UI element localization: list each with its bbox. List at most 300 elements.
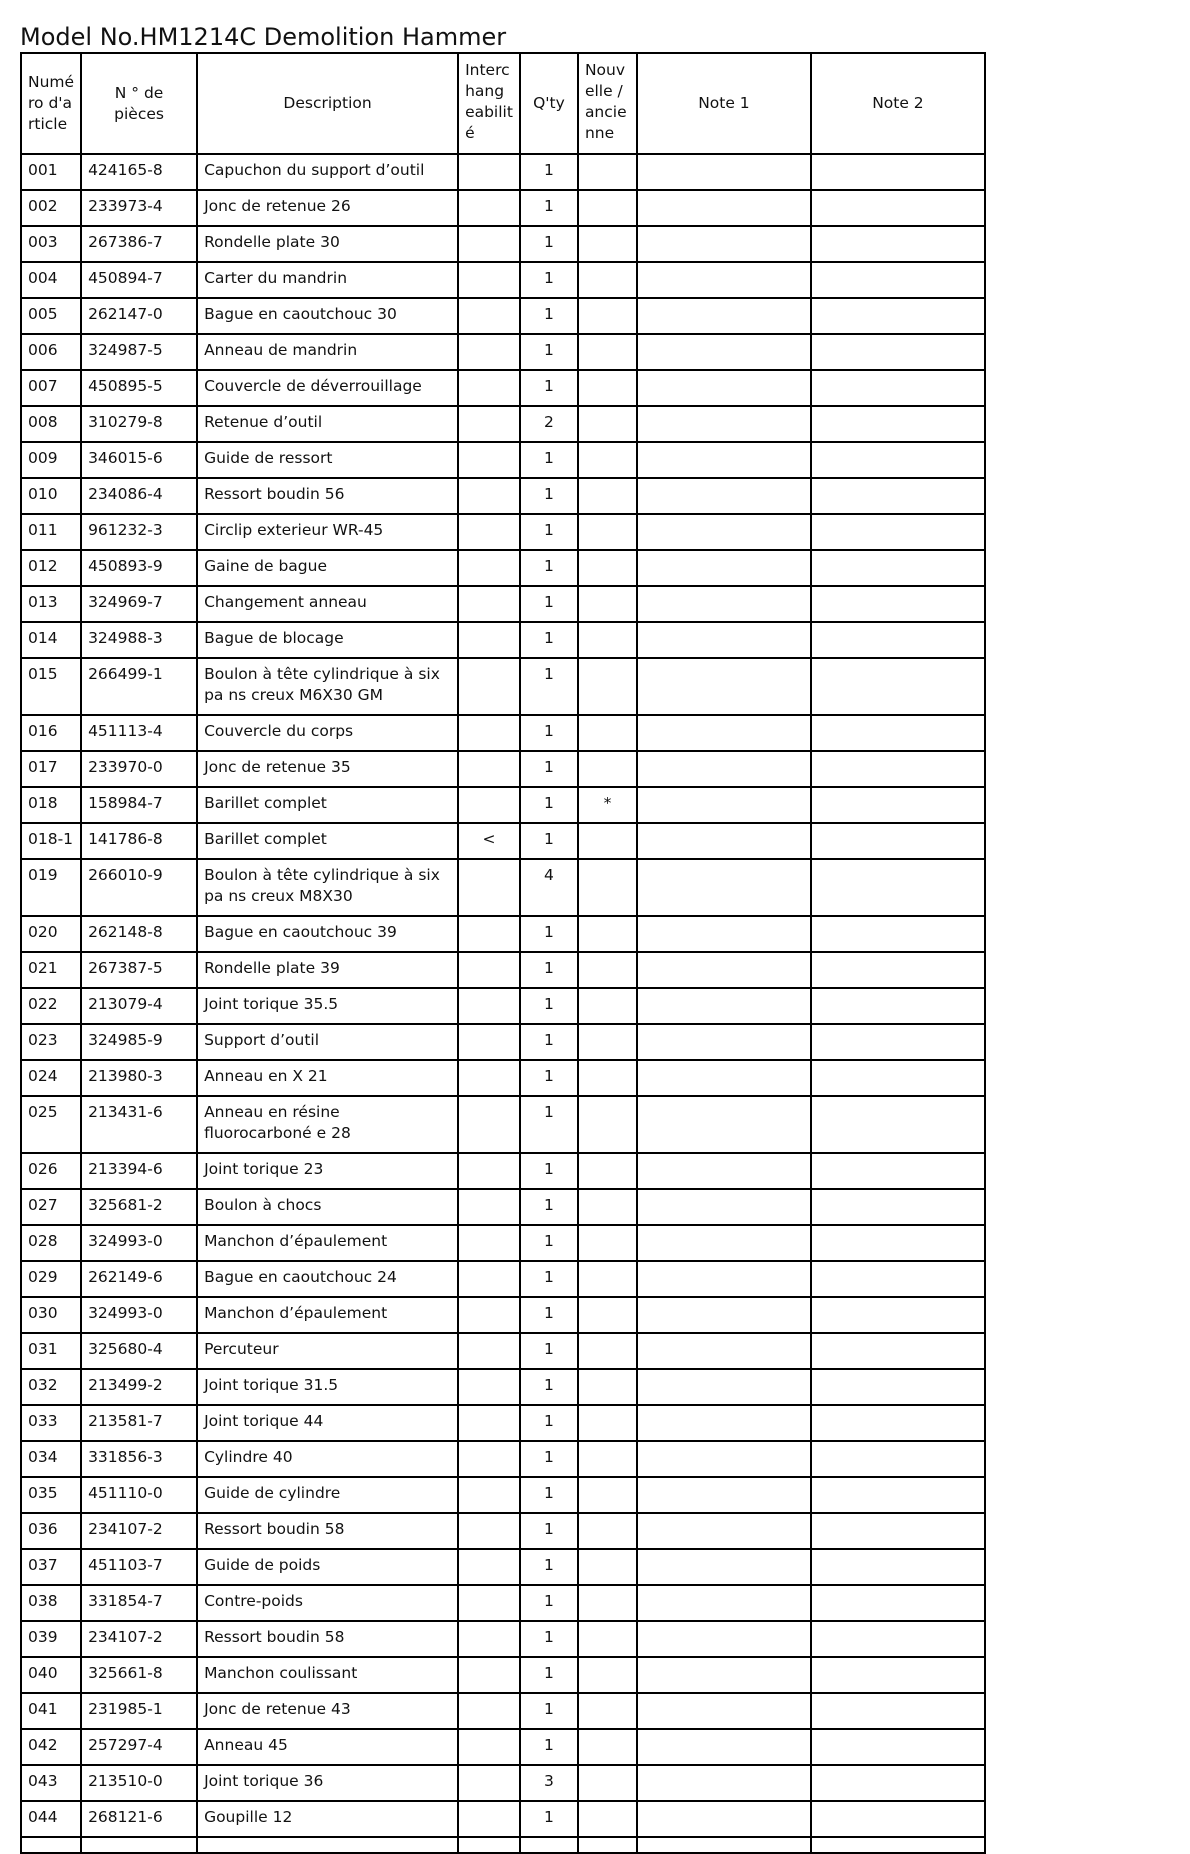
empty-cell <box>81 1837 197 1853</box>
cell-part-no: 961232-3 <box>81 514 197 550</box>
table-row <box>21 226 985 262</box>
cell-note-2 <box>811 1333 985 1369</box>
cell-note-2 <box>811 478 985 514</box>
table-row <box>21 1693 985 1729</box>
cell-description: Couvercle du corps <box>197 715 458 751</box>
table-row <box>21 1801 985 1837</box>
cell-qty: 1 <box>520 154 578 190</box>
cell-new-old <box>578 370 637 406</box>
cell-interchangeability <box>458 916 520 952</box>
cell-qty: 4 <box>520 859 578 916</box>
cell-note-1 <box>637 442 811 478</box>
cell-note-2 <box>811 823 985 859</box>
cell-item-no: 033 <box>21 1405 81 1441</box>
cell-qty: 1 <box>520 1189 578 1225</box>
cell-interchangeability <box>458 1477 520 1513</box>
cell-note-1 <box>637 1297 811 1333</box>
table-row <box>21 154 985 190</box>
cell-item-no: 007 <box>21 370 81 406</box>
cell-item-no: 018-1 <box>21 823 81 859</box>
cell-part-no: 262148-8 <box>81 916 197 952</box>
cell-description: Anneau 45 <box>197 1729 458 1765</box>
cell-note-2 <box>811 859 985 916</box>
cell-part-no: 324987-5 <box>81 334 197 370</box>
cell-part-no: 213079-4 <box>81 988 197 1024</box>
cell-new-old <box>578 1729 637 1765</box>
cell-note-1 <box>637 370 811 406</box>
cell-note-2 <box>811 751 985 787</box>
cell-new-old <box>578 1441 637 1477</box>
cell-new-old <box>578 658 637 715</box>
cell-item-no: 032 <box>21 1369 81 1405</box>
cell-note-1 <box>637 1060 811 1096</box>
cell-part-no: 213510-0 <box>81 1765 197 1801</box>
cell-interchangeability <box>458 1657 520 1693</box>
cell-part-no: 325680-4 <box>81 1333 197 1369</box>
cell-description: Contre-poids <box>197 1585 458 1621</box>
cell-note-2 <box>811 190 985 226</box>
cell-note-1 <box>637 859 811 916</box>
cell-description: Joint torique 31.5 <box>197 1369 458 1405</box>
cell-note-1 <box>637 1405 811 1441</box>
table-row <box>21 1225 985 1261</box>
cell-note-2 <box>811 1297 985 1333</box>
table-row <box>21 1153 985 1189</box>
cell-qty: 1 <box>520 952 578 988</box>
cell-qty: 1 <box>520 1225 578 1261</box>
cell-item-no: 016 <box>21 715 81 751</box>
cell-part-no: 266010-9 <box>81 859 197 916</box>
cell-note-2 <box>811 1801 985 1837</box>
cell-description: Joint torique 44 <box>197 1405 458 1441</box>
cell-description: Gaine de bague <box>197 550 458 586</box>
table-row <box>21 442 985 478</box>
cell-qty: 1 <box>520 1369 578 1405</box>
cell-part-no: 450894-7 <box>81 262 197 298</box>
table-row <box>21 298 985 334</box>
table-row <box>21 859 985 916</box>
cell-note-1 <box>637 1621 811 1657</box>
cell-interchangeability <box>458 298 520 334</box>
cell-interchangeability <box>458 154 520 190</box>
cell-note-1 <box>637 1801 811 1837</box>
cell-qty: 1 <box>520 262 578 298</box>
cell-description: Capuchon du support d’outil <box>197 154 458 190</box>
table-row <box>21 751 985 787</box>
cell-interchangeability <box>458 1369 520 1405</box>
cell-item-no: 002 <box>21 190 81 226</box>
cell-note-1 <box>637 1765 811 1801</box>
cell-note-2 <box>811 298 985 334</box>
empty-cell <box>520 1837 578 1853</box>
cell-item-no: 004 <box>21 262 81 298</box>
cell-part-no: 324993-0 <box>81 1225 197 1261</box>
cell-note-1 <box>637 988 811 1024</box>
cell-description: Rondelle plate 30 <box>197 226 458 262</box>
cell-new-old <box>578 226 637 262</box>
table-row <box>21 1621 985 1657</box>
table-row <box>21 1729 985 1765</box>
cell-note-2 <box>811 1153 985 1189</box>
cell-part-no: 324969-7 <box>81 586 197 622</box>
cell-new-old <box>578 1024 637 1060</box>
cell-item-no: 022 <box>21 988 81 1024</box>
cell-part-no: 451110-0 <box>81 1477 197 1513</box>
table-row <box>21 478 985 514</box>
cell-interchangeability <box>458 442 520 478</box>
header-row <box>21 53 985 154</box>
cell-item-no: 019 <box>21 859 81 916</box>
cell-new-old <box>578 334 637 370</box>
cell-part-no: 141786-8 <box>81 823 197 859</box>
cell-part-no: 213499-2 <box>81 1369 197 1405</box>
cell-new-old <box>578 1225 637 1261</box>
cell-note-1 <box>637 1261 811 1297</box>
cell-note-1 <box>637 715 811 751</box>
cell-new-old <box>578 715 637 751</box>
cell-part-no: 234086-4 <box>81 478 197 514</box>
header-part-no: N ° de pièces <box>81 53 197 154</box>
cell-note-2 <box>811 1261 985 1297</box>
cell-new-old <box>578 1549 637 1585</box>
cell-new-old <box>578 442 637 478</box>
cell-qty: 1 <box>520 1261 578 1297</box>
cell-note-2 <box>811 586 985 622</box>
cell-description: Carter du mandrin <box>197 262 458 298</box>
cell-interchangeability <box>458 1621 520 1657</box>
table-row <box>21 1096 985 1153</box>
cell-item-no: 010 <box>21 478 81 514</box>
table-row <box>21 1477 985 1513</box>
cell-note-1 <box>637 1369 811 1405</box>
cell-interchangeability <box>458 1801 520 1837</box>
cell-new-old <box>578 1060 637 1096</box>
cell-description: Boulon à chocs <box>197 1189 458 1225</box>
cell-new-old <box>578 1477 637 1513</box>
cell-part-no: 450893-9 <box>81 550 197 586</box>
cell-item-no: 014 <box>21 622 81 658</box>
table-row <box>21 262 985 298</box>
cell-note-1 <box>637 823 811 859</box>
cell-part-no: 233973-4 <box>81 190 197 226</box>
cell-qty: 1 <box>520 586 578 622</box>
cell-note-1 <box>637 1585 811 1621</box>
cell-part-no: 213394-6 <box>81 1153 197 1189</box>
cell-part-no: 325681-2 <box>81 1189 197 1225</box>
cell-interchangeability <box>458 514 520 550</box>
cell-note-2 <box>811 1024 985 1060</box>
cell-description: Percuteur <box>197 1333 458 1369</box>
cell-item-no: 012 <box>21 550 81 586</box>
cell-interchangeability <box>458 1585 520 1621</box>
table-row <box>21 988 985 1024</box>
cell-note-2 <box>811 1549 985 1585</box>
table-row <box>21 1405 985 1441</box>
cell-qty: 1 <box>520 1801 578 1837</box>
cell-qty: 1 <box>520 1024 578 1060</box>
header-item-no: Numé ro d'a rticle <box>21 53 81 154</box>
cell-note-1 <box>637 1189 811 1225</box>
cell-interchangeability <box>458 1060 520 1096</box>
parts-table-body <box>21 154 985 1853</box>
cell-qty: 1 <box>520 823 578 859</box>
table-row <box>21 823 985 859</box>
cell-qty: 1 <box>520 298 578 334</box>
cell-note-2 <box>811 658 985 715</box>
cell-description: Cylindre 40 <box>197 1441 458 1477</box>
cell-description: Anneau de mandrin <box>197 334 458 370</box>
cell-new-old <box>578 478 637 514</box>
empty-cell <box>811 1837 985 1853</box>
table-row <box>21 1549 985 1585</box>
cell-description: Couvercle de déverrouillage <box>197 370 458 406</box>
cell-description: Ressort boudin 58 <box>197 1513 458 1549</box>
cell-interchangeability <box>458 550 520 586</box>
cell-item-no: 017 <box>21 751 81 787</box>
cell-description: Ressort boudin 58 <box>197 1621 458 1657</box>
cell-note-2 <box>811 1369 985 1405</box>
cell-new-old <box>578 1585 637 1621</box>
cell-qty: 1 <box>520 1549 578 1585</box>
cell-interchangeability <box>458 715 520 751</box>
cell-note-1 <box>637 1729 811 1765</box>
cell-part-no: 310279-8 <box>81 406 197 442</box>
header-note-2: Note 2 <box>811 53 985 154</box>
table-row <box>21 1060 985 1096</box>
cell-note-2 <box>811 787 985 823</box>
cell-note-1 <box>637 1477 811 1513</box>
cell-qty: 1 <box>520 1096 578 1153</box>
cell-qty: 1 <box>520 1441 578 1477</box>
cell-interchangeability <box>458 406 520 442</box>
cell-part-no: 325661-8 <box>81 1657 197 1693</box>
cell-part-no: 213431-6 <box>81 1096 197 1153</box>
cell-description: Guide de ressort <box>197 442 458 478</box>
cell-interchangeability <box>458 1153 520 1189</box>
cell-interchangeability <box>458 586 520 622</box>
cell-new-old <box>578 823 637 859</box>
cell-new-old <box>578 859 637 916</box>
table-row <box>21 715 985 751</box>
cell-note-1 <box>637 262 811 298</box>
cell-new-old <box>578 1765 637 1801</box>
cell-qty: 1 <box>520 514 578 550</box>
table-row <box>21 1024 985 1060</box>
cell-note-1 <box>637 1549 811 1585</box>
cell-item-no: 038 <box>21 1585 81 1621</box>
cell-qty: 1 <box>520 1729 578 1765</box>
page-title: Model No.HM1214C Demolition Hammer <box>20 23 507 51</box>
cell-qty: 1 <box>520 658 578 715</box>
cell-description: Boulon à tête cylindrique à six pa ns creux M6X30 GM <box>197 658 458 715</box>
cell-qty: 1 <box>520 550 578 586</box>
cell-description: Changement anneau <box>197 586 458 622</box>
cell-qty: 1 <box>520 370 578 406</box>
cell-part-no: 213980-3 <box>81 1060 197 1096</box>
cell-interchangeability <box>458 1513 520 1549</box>
cell-qty: 1 <box>520 715 578 751</box>
cell-description: Jonc de retenue 43 <box>197 1693 458 1729</box>
cell-description: Joint torique 35.5 <box>197 988 458 1024</box>
cell-qty: 1 <box>520 1153 578 1189</box>
cell-note-1 <box>637 190 811 226</box>
cell-description: Jonc de retenue 26 <box>197 190 458 226</box>
cell-description: Bague en caoutchouc 39 <box>197 916 458 952</box>
cell-new-old <box>578 1513 637 1549</box>
table-row <box>21 406 985 442</box>
table-row <box>21 334 985 370</box>
cell-item-no: 039 <box>21 1621 81 1657</box>
cell-interchangeability: < <box>458 823 520 859</box>
cell-description: Joint torique 36 <box>197 1765 458 1801</box>
cell-new-old <box>578 1297 637 1333</box>
cell-interchangeability <box>458 1729 520 1765</box>
cell-interchangeability <box>458 1225 520 1261</box>
cell-item-no: 021 <box>21 952 81 988</box>
cell-qty: 1 <box>520 1513 578 1549</box>
cell-new-old <box>578 622 637 658</box>
cell-new-old <box>578 1405 637 1441</box>
cell-description: Guide de cylindre <box>197 1477 458 1513</box>
cell-new-old <box>578 988 637 1024</box>
cell-item-no: 011 <box>21 514 81 550</box>
cell-interchangeability <box>458 952 520 988</box>
cell-note-2 <box>811 1657 985 1693</box>
cell-new-old <box>578 1621 637 1657</box>
table-row <box>21 1657 985 1693</box>
cell-note-2 <box>811 1477 985 1513</box>
cell-note-1 <box>637 1513 811 1549</box>
cell-item-no: 001 <box>21 154 81 190</box>
cell-interchangeability <box>458 190 520 226</box>
cell-note-2 <box>811 916 985 952</box>
cell-note-2 <box>811 334 985 370</box>
header-qty: Q'ty <box>520 53 578 154</box>
cell-note-2 <box>811 1189 985 1225</box>
cell-part-no: 267386-7 <box>81 226 197 262</box>
table-row <box>21 370 985 406</box>
cell-part-no: 324993-0 <box>81 1297 197 1333</box>
cell-item-no: 044 <box>21 1801 81 1837</box>
cell-part-no: 262149-6 <box>81 1261 197 1297</box>
empty-cell <box>197 1837 458 1853</box>
cell-qty: 1 <box>520 1621 578 1657</box>
cell-note-2 <box>811 1621 985 1657</box>
cell-qty: 1 <box>520 190 578 226</box>
cell-qty: 1 <box>520 1405 578 1441</box>
cell-interchangeability <box>458 622 520 658</box>
cell-part-no: 346015-6 <box>81 442 197 478</box>
cell-new-old <box>578 952 637 988</box>
cell-new-old <box>578 406 637 442</box>
cell-note-1 <box>637 514 811 550</box>
header-description: Description <box>197 53 458 154</box>
cell-note-1 <box>637 751 811 787</box>
cell-note-1 <box>637 586 811 622</box>
cell-note-2 <box>811 1441 985 1477</box>
cell-interchangeability <box>458 1024 520 1060</box>
cell-note-2 <box>811 1225 985 1261</box>
cell-note-2 <box>811 1765 985 1801</box>
cell-note-1 <box>637 1096 811 1153</box>
cell-note-2 <box>811 370 985 406</box>
cell-part-no: 324988-3 <box>81 622 197 658</box>
cell-note-2 <box>811 1405 985 1441</box>
empty-cell <box>637 1837 811 1853</box>
cell-new-old <box>578 1189 637 1225</box>
cell-new-old <box>578 1096 637 1153</box>
cell-description: Jonc de retenue 35 <box>197 751 458 787</box>
cell-new-old <box>578 262 637 298</box>
cell-interchangeability <box>458 988 520 1024</box>
cell-note-2 <box>811 154 985 190</box>
cell-description: Circlip exterieur WR-45 <box>197 514 458 550</box>
cell-item-no: 024 <box>21 1060 81 1096</box>
cell-interchangeability <box>458 370 520 406</box>
cell-note-1 <box>637 1693 811 1729</box>
table-row <box>21 1261 985 1297</box>
cell-interchangeability <box>458 1333 520 1369</box>
cell-note-1 <box>637 1441 811 1477</box>
cell-note-1 <box>637 334 811 370</box>
cell-qty: 1 <box>520 751 578 787</box>
cell-new-old <box>578 1369 637 1405</box>
cell-item-no: 006 <box>21 334 81 370</box>
cell-new-old <box>578 298 637 334</box>
cell-note-2 <box>811 1096 985 1153</box>
cell-interchangeability <box>458 262 520 298</box>
cell-note-1 <box>637 916 811 952</box>
cell-item-no: 013 <box>21 586 81 622</box>
cell-description: Anneau en résine fluorocarboné e 28 <box>197 1096 458 1153</box>
cell-item-no: 037 <box>21 1549 81 1585</box>
cell-item-no: 043 <box>21 1765 81 1801</box>
cell-note-2 <box>811 988 985 1024</box>
cell-interchangeability <box>458 478 520 514</box>
cell-note-1 <box>637 298 811 334</box>
cell-item-no: 028 <box>21 1225 81 1261</box>
cell-note-2 <box>811 1693 985 1729</box>
cell-part-no: 324985-9 <box>81 1024 197 1060</box>
cell-item-no: 030 <box>21 1297 81 1333</box>
cell-item-no: 003 <box>21 226 81 262</box>
cell-interchangeability <box>458 334 520 370</box>
cell-part-no: 262147-0 <box>81 298 197 334</box>
cell-description: Support d’outil <box>197 1024 458 1060</box>
table-row <box>21 787 985 823</box>
cell-description: Manchon d’épaulement <box>197 1225 458 1261</box>
cell-interchangeability <box>458 1189 520 1225</box>
table-row <box>21 514 985 550</box>
cell-note-2 <box>811 952 985 988</box>
cell-item-no: 027 <box>21 1189 81 1225</box>
cell-new-old <box>578 1693 637 1729</box>
cell-qty: 3 <box>520 1765 578 1801</box>
cell-qty: 1 <box>520 1585 578 1621</box>
cell-part-no: 451113-4 <box>81 715 197 751</box>
cell-note-1 <box>637 1657 811 1693</box>
cell-interchangeability <box>458 751 520 787</box>
header-note-1: Note 1 <box>637 53 811 154</box>
cell-qty: 1 <box>520 334 578 370</box>
cell-qty: 1 <box>520 787 578 823</box>
cell-part-no: 450895-5 <box>81 370 197 406</box>
table-row <box>21 1369 985 1405</box>
cell-note-2 <box>811 442 985 478</box>
cell-item-no: 025 <box>21 1096 81 1153</box>
cell-description: Anneau en X 21 <box>197 1060 458 1096</box>
cell-qty: 1 <box>520 988 578 1024</box>
